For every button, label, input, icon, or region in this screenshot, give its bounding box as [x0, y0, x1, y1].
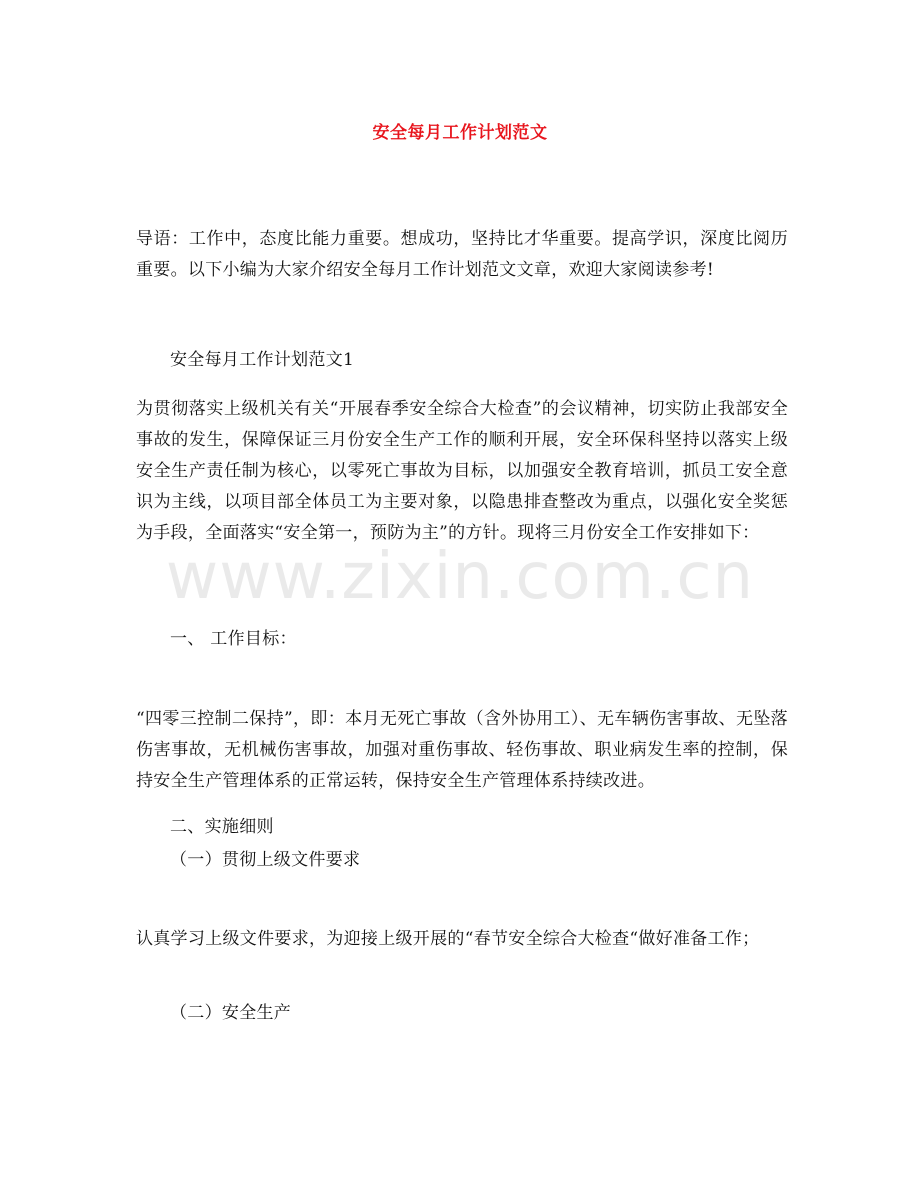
document-title: 安全每月工作计划范文 — [372, 123, 548, 143]
watermark: www.zixin.com.cn — [165, 540, 755, 614]
sub-item-documents: （一）贯彻上级文件要求 — [170, 850, 361, 870]
body-paragraph-1: 为贯彻落实上级机关有关“开展春季安全综合大检查”的会议精神，切实防止我部安全事故的发生，保障保证三月份安全生产工作的顺利开展，安全环保科坚持以落实上级安全生产责任制为核心，以零死亡事故为目标，以加强安全教育培训，抓员工安全意识为主线，以项目部全体员工为主要对象，以隐患排查整改为重点，以强化安全奖惩为手段，全面落实“安全第一，预防为主”的方针。现将三月份安全工作安排如下： — [136, 399, 788, 543]
intro-paragraph: 导语：工作中，态度比能力重要。想成功，坚持比才华重要。提高学识，深度比阅历重要。以下小编为大家介绍安全每月工作计划范文文章，欢迎大家阅读参考! — [136, 229, 788, 280]
section-heading: 安全每月工作计划范文1 — [170, 350, 355, 370]
sub-item-safety-production: （二）安全生产 — [170, 1003, 292, 1023]
body-paragraph-3: 认真学习上级文件要求，为迎接上级开展的“春节安全综合大检查“做好准备工作； — [136, 929, 760, 949]
body-paragraph-2: “四零三控制二保持”，即：本月无死亡事故（含外协用工）、无车辆伤害事故、无坠落伤害事故，无机械伤害事故，加强对重伤事故、轻伤事故、职业病发生率的控制，保持安全生产管理体系的正常运转，保持安全生产管理体系持续改进。 — [136, 709, 788, 791]
list-item-work-goal: 一、 工作目标： — [170, 629, 297, 649]
list-item-implementation: 二、实施细则 — [170, 817, 274, 837]
